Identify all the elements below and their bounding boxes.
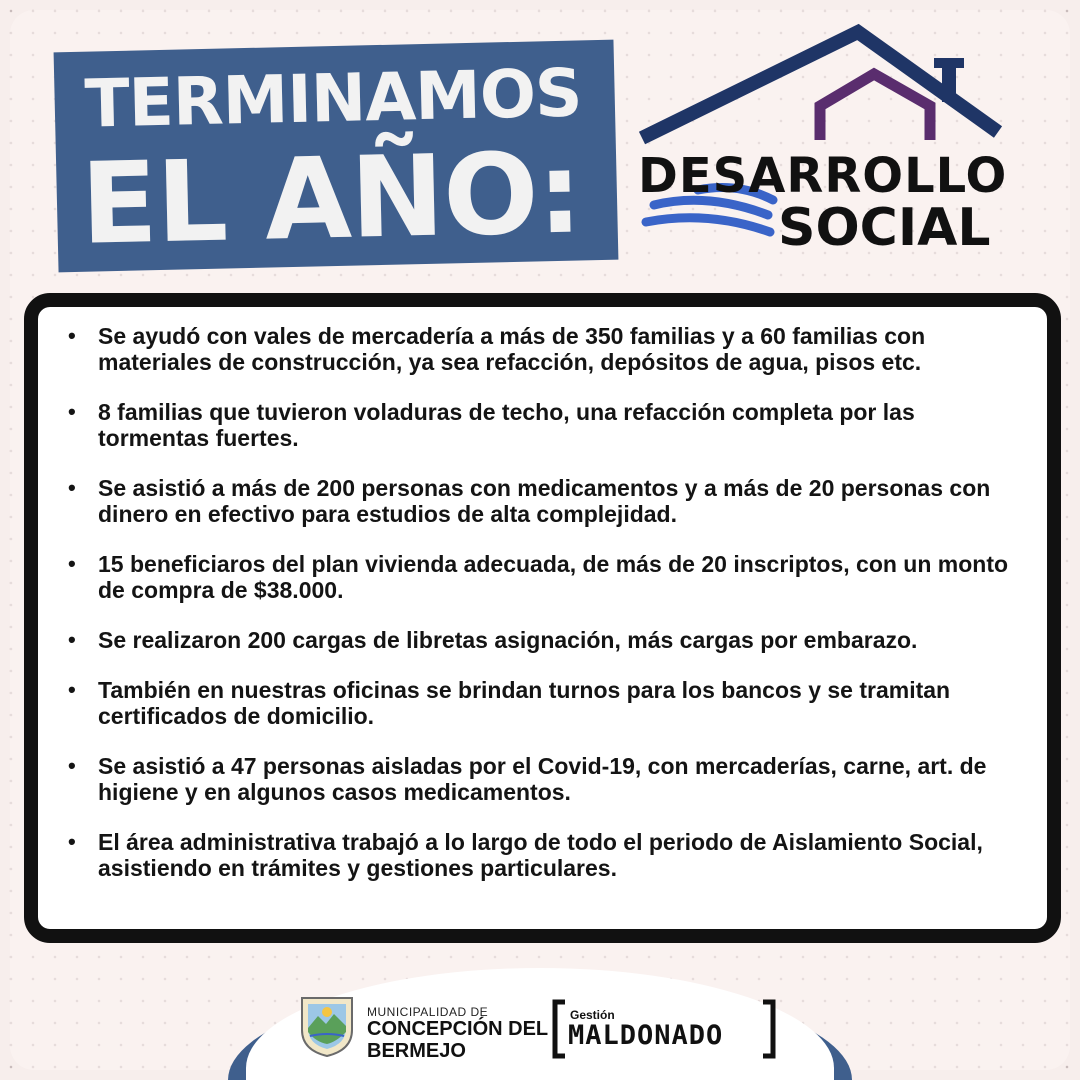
list-item (64, 323, 1021, 375)
municipal-seal-icon (296, 992, 358, 1058)
title-line-1: TERMINAMOS (83, 54, 583, 143)
bullet-icon: • (68, 829, 76, 854)
list-item (64, 829, 1021, 881)
title-line-2: EL AÑO: (79, 128, 583, 270)
list-item-text: Se ayudó con vales de mercadería a más de 350 familias y a 60 familias con materiales de construcción, ya sea refacción, depósitos de agua, pisos etc. (98, 323, 926, 375)
list-item-text: Se asistió a más de 200 personas con medicamentos y a más de 20 personas con dinero en efectivo para estudios de alta complejidad. (98, 475, 991, 527)
bullet-icon: • (68, 399, 76, 424)
logo-word-desarrollo: DESARROLLO (638, 148, 1008, 204)
bullet-icon: • (68, 323, 76, 348)
municipality-name-line-1: CONCEPCIÓN DEL (367, 1018, 549, 1040)
list-item (64, 399, 1021, 451)
gestion-label: Gestión (570, 1008, 615, 1022)
bullet-icon: • (68, 551, 76, 576)
logo-word-social: SOCIAL (778, 198, 991, 258)
list-item-text: El área administrativa trabajó a lo largo de todo el periodo de Aislamiento Social, asistiendo en trámites y gestiones particulares. (98, 829, 983, 881)
achievement-list (64, 323, 1021, 881)
list-item-text: Se asistió a 47 personas aisladas por el Covid-19, con mercaderías, carne, art. de higiene y en algunos casos medicamentos. (98, 753, 987, 805)
bullet-icon: • (68, 677, 76, 702)
list-item (64, 627, 1021, 653)
list-item (64, 753, 1021, 805)
title-banner (54, 40, 619, 273)
bullet-icon: • (68, 753, 76, 778)
municipality-name-line-2: BERMEJO (367, 1040, 466, 1062)
list-item-text: 8 familias que tuvieron voladuras de techo, una refacción completa por las tormentas fuertes. (98, 399, 915, 451)
content-box (24, 293, 1061, 943)
list-item-text: Se realizaron 200 cargas de libretas asignación, más cargas por embarazo. (98, 627, 918, 653)
desarrollo-social-logo (628, 20, 1028, 260)
list-item-text: También en nuestras oficinas se brindan turnos para los bancos y se tramitan certificados de domicilio. (98, 677, 951, 729)
list-item (64, 475, 1021, 527)
municipality-label: MUNICIPALIDAD DE (367, 1005, 489, 1019)
gestion-name: MALDONADO (568, 1020, 724, 1051)
list-item (64, 551, 1021, 603)
bullet-icon: • (68, 475, 76, 500)
list-item (64, 677, 1021, 729)
list-item-text: 15 beneficiaros del plan vivienda adecuada, de más de 20 inscriptos, con un monto de compra de $38.000. (98, 551, 1009, 603)
bullet-icon: • (68, 627, 76, 652)
